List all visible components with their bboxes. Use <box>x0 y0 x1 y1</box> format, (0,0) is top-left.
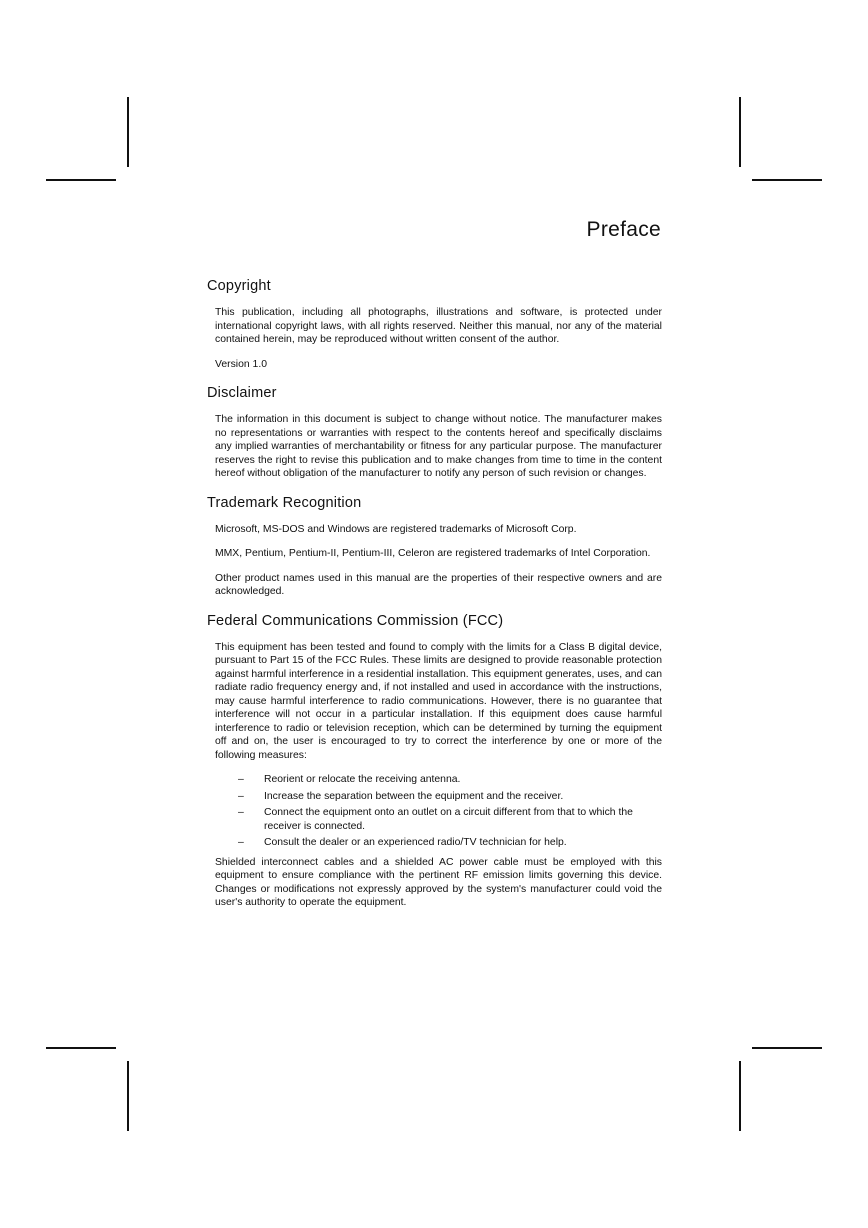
disclaimer-paragraph: The information in this document is subject to change without notice. The manufacturer makes no representations or warranties with respect to the contents hereof and specifically disclaims any implied warranties of merchantability or fitness for any particular purpose. The manufacturer reserves the right to revise this publication and to make changes from time to time in the content hereof without obligation of the manufacturer to notify any person of such revision or changes. <box>215 414 662 479</box>
version-text: Version 1.0 <box>215 358 267 370</box>
list-item <box>215 790 662 804</box>
disclaimer-heading: Disclaimer <box>207 385 277 401</box>
fcc-measures-list <box>215 773 662 850</box>
document-body <box>207 276 662 922</box>
measure-text: Increase the separation between the equipment and the receiver. <box>264 790 564 802</box>
copyright-paragraph: This publication, including all photographs, illustrations and software, is protected under international copyright laws, with all rights reserved. Neither this manual, nor any of the material contained herein, may be reproduced without written consent of the author. <box>215 307 662 345</box>
trademark-microsoft-paragraph: Microsoft, MS-DOS and Windows are registered trademarks of Microsoft Corp. <box>215 523 577 535</box>
trademark-intel-paragraph: MMX, Pentium, Pentium-II, Pentium-III, Celeron are registered trademarks of Intel Corporation. <box>215 548 651 559</box>
dash-bullet: – <box>238 774 244 785</box>
trademark-section <box>207 493 662 599</box>
crop-mark-bottom-left-vertical <box>127 1061 129 1131</box>
disclaimer-section <box>207 383 662 481</box>
dash-bullet: – <box>238 790 244 802</box>
measure-text: Reorient or relocate the receiving antenna. <box>264 774 461 785</box>
measure-text: Connect the equipment onto an outlet on a circuit different from that to which the receiver is connected. <box>264 807 633 832</box>
fcc-section <box>207 611 662 910</box>
measure-text: Consult the dealer or an experienced radio/TV technician for help. <box>264 837 567 848</box>
crop-mark-top-left-vertical <box>127 97 129 167</box>
list-item <box>215 836 662 850</box>
crop-mark-top-right-horizontal <box>752 179 822 181</box>
fcc-heading: Federal Communications Commission (FCC) <box>207 612 504 629</box>
trademark-heading: Trademark Recognition <box>207 494 362 511</box>
trademark-other-paragraph: Other product names used in this manual are the properties of their respective owners and are acknowledged. <box>215 572 662 597</box>
fcc-intro-paragraph: This equipment has been tested and found to comply with the limits for a Class B digital device, pursuant to Part 15 of the FCC Rules. These limits are designed to provide reasonable protection against harmful interference in a residential installation. This equipment generates, uses, and can radiate radio frequency energy and, if not installed and used in accordance with the instructions, may cause harmful interference to radio communications. However, there is no guarantee that interference will not occur in a particular installation. If this equipment does cause harmful interference to radio or television reception, which can be determined by turning the equipment off and on, the user is encouraged to try to correct the interference by one or more of the following measures: <box>215 641 662 761</box>
page-title: Preface <box>586 218 661 241</box>
list-item <box>215 773 662 787</box>
crop-mark-top-left-horizontal <box>46 179 116 181</box>
dash-bullet: – <box>238 807 244 818</box>
crop-mark-bottom-right-horizontal <box>752 1047 822 1049</box>
crop-mark-top-right-vertical <box>739 97 741 167</box>
dash-bullet: – <box>238 837 244 848</box>
list-item <box>215 806 662 833</box>
copyright-section <box>207 276 662 371</box>
crop-mark-bottom-right-vertical <box>739 1061 741 1131</box>
crop-mark-bottom-left-horizontal <box>46 1047 116 1049</box>
copyright-heading: Copyright <box>207 278 271 294</box>
fcc-closing-paragraph: Shielded interconnect cables and a shielded AC power cable must be employed with this equipment to ensure compliance with the pertinent RF emission limits governing this device. Changes or modifications not expressly approved by the system's manufacturer could void the user's authority to operate the equipment. <box>215 856 662 908</box>
